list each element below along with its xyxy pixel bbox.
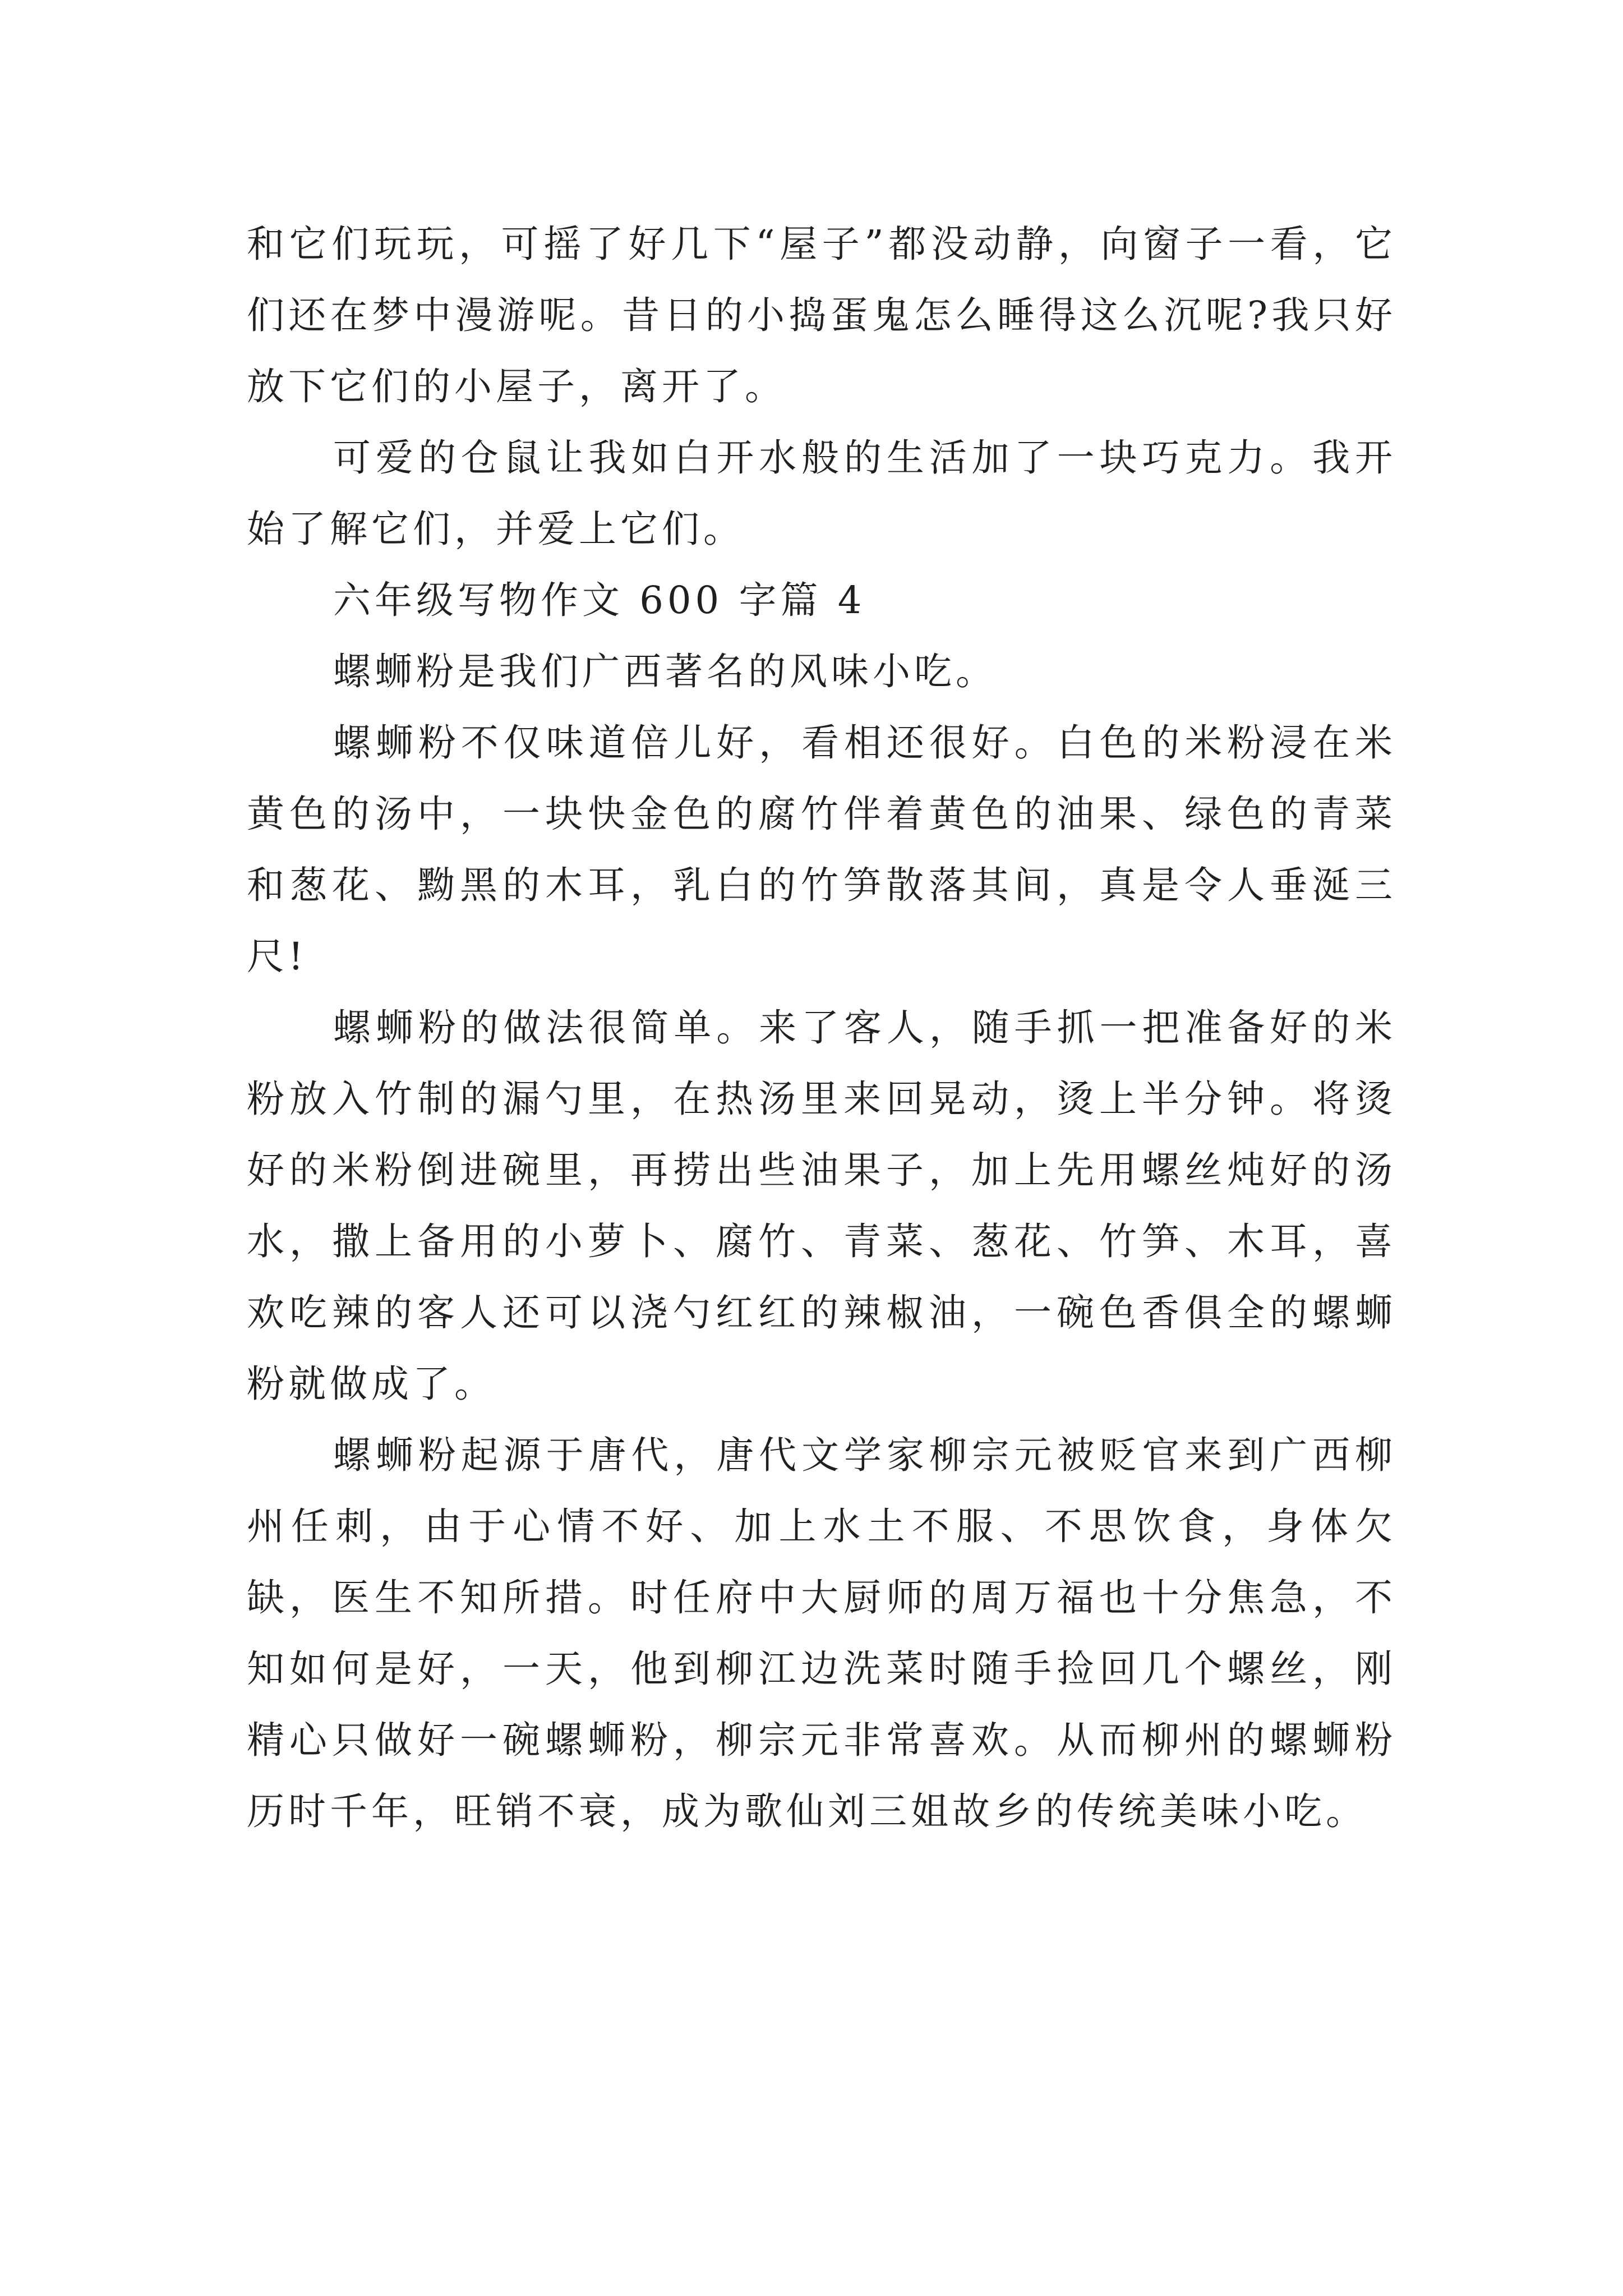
paragraph-preparation: 螺蛳粉的做法很简单。来了客人，随手抓一把准备好的米粉放入竹制的漏勺里，在热汤里来回晃动，烫上半分钟。将烫好的米粉倒进碗里，再捞出些油果子，加上先用螺丝炖好的汤水，撒上备用的小萝卜、腐竹、青菜、葱花、竹笋、木耳，喜欢吃辣的客人还可以浇勺红红的辣椒油，一碗色香俱全的螺蛳粉就做成了。 xyxy=(247,1006,1396,1406)
document-body xyxy=(247,209,1396,1847)
paragraph-origin: 螺蛳粉起源于唐代，唐代文学家柳宗元被贬官来到广西柳州任刺，由于心情不好、加上水土不服、不思饮食，身体欠缺，医生不知所措。时任府中大厨师的周万福也十分焦急，不知如何是好，一天，他到柳江边洗菜时随手捡回几个螺丝，刚精心只做好一碗螺蛳粉，柳宗元非常喜欢。从而柳州的螺蛳粉历时千年，旺销不衰，成为歌仙刘三姐故乡的传统美味小吃。 xyxy=(247,1433,1396,1833)
section-heading: 六年级写物作文 600 字篇 4 xyxy=(333,578,866,622)
paragraph-hamster-conclusion: 可爱的仓鼠让我如白开水般的生活加了一块巧克力。我开始了解它们，并爱上它们。 xyxy=(247,436,1396,551)
paragraph-hamster-ending: 和它们玩玩，可摇了好几下“屋子”都没动静，向窗子一看，它们还在梦中漫游呢。昔日的小捣蛋鬼怎么睡得这么沉呢?我只好放下它们的小屋子，离开了。 xyxy=(247,222,1396,408)
paragraph-intro: 螺蛳粉是我们广西著名的风味小吃。 xyxy=(333,650,997,693)
paragraph-appearance: 螺蛳粉不仅味道倍儿好，看相还很好。白色的米粉浸在米黄色的汤中，一块快金色的腐竹伴着黄色的油果、绿色的青菜和葱花、黝黑的木耳，乳白的竹笋散落其间，真是令人垂涎三尺! xyxy=(247,721,1396,978)
